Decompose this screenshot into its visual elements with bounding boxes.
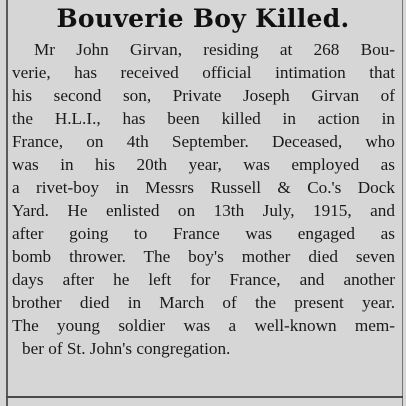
article-end-rule	[6, 396, 403, 398]
article-line: France, on 4th September. Deceased, who	[12, 132, 395, 151]
article-line: after going to France was engaged as	[12, 224, 395, 243]
article-line: verie, has received official intimation that	[12, 63, 395, 82]
article-line: Mr John Girvan, residing at 268 Bou-	[34, 40, 395, 59]
article-line: the H.L.I., has been killed in action in	[12, 109, 395, 128]
column-rule-left	[6, 0, 8, 406]
article-headline: Bouverie Boy Killed.	[56, 4, 350, 33]
column-rule-right	[402, 0, 403, 406]
article-line: a rivet-boy in Messrs Russell & Co.'s Dock	[12, 178, 395, 197]
article-line: brother died in March of the present year.	[12, 293, 395, 312]
article-line: ber of St. John's congregation.	[22, 339, 231, 358]
article-line: days after he left for France, and another	[12, 270, 395, 289]
article-line: was in his 20th year, was employed as	[12, 155, 395, 174]
article-line: bomb thrower. The boy's mother died seven	[12, 247, 395, 266]
article-line: The young soldier was a well-known mem-	[12, 316, 395, 335]
article-line: Yard. He enlisted on 13th July, 1915, and	[12, 201, 395, 220]
article-line: his second son, Private Joseph Girvan of	[12, 86, 395, 105]
